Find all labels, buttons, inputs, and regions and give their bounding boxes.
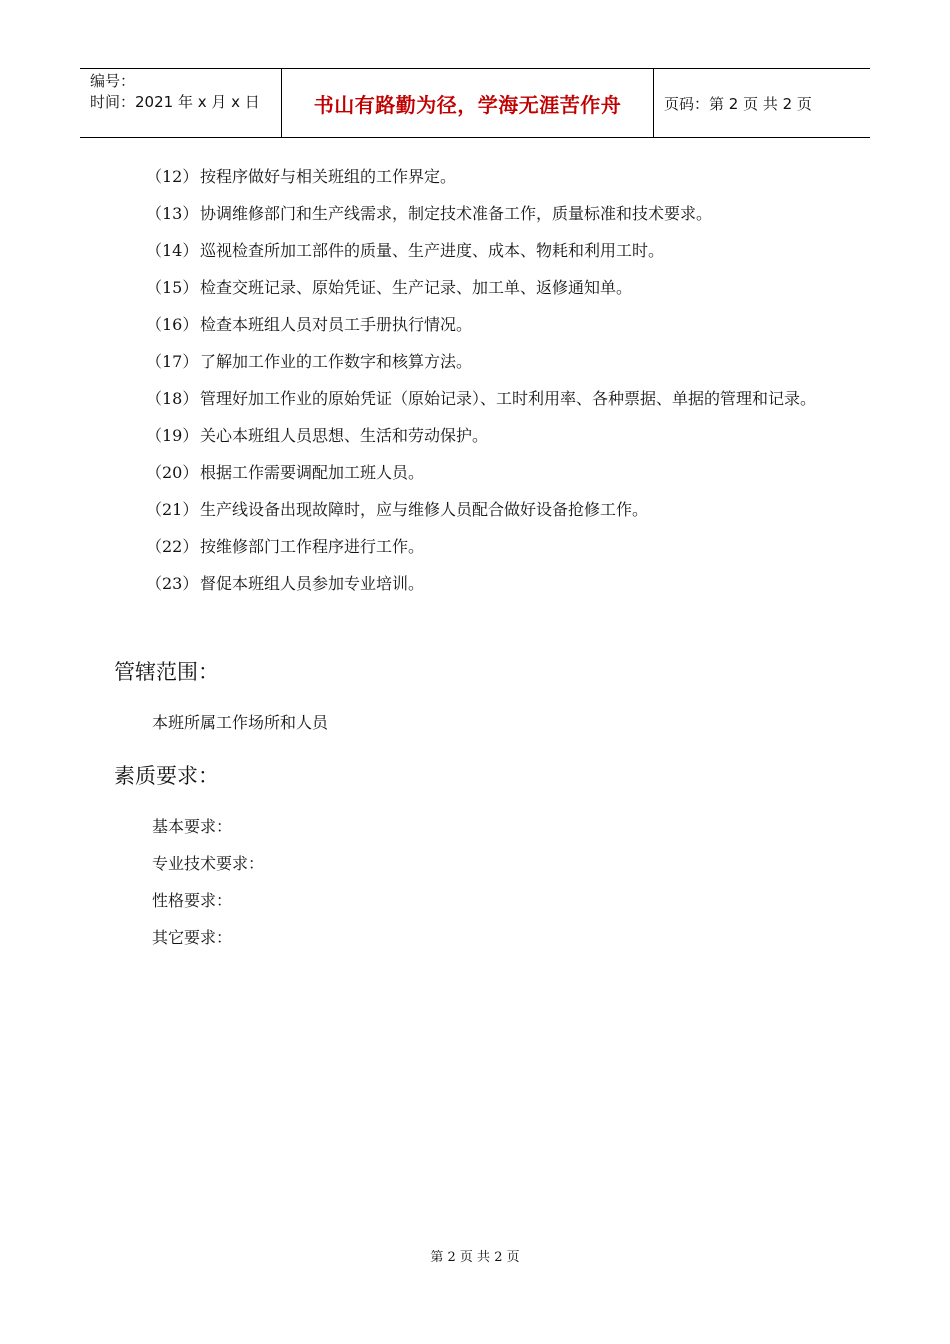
list-item: [146, 380, 846, 417]
duty-list: [146, 158, 846, 602]
scope-text: 本班所属工作场所和人员: [152, 713, 329, 732]
list-item: [146, 269, 846, 306]
list-item: [146, 565, 846, 602]
item-number: （13）: [146, 204, 199, 223]
item-number: （17）: [146, 352, 199, 371]
page-header: [80, 68, 870, 138]
item-text: 生产线设备出现故障时，应与维修人员配合做好设备抢修工作。: [200, 500, 649, 519]
item-text: 按程序做好与相关班组的工作界定。: [200, 167, 457, 186]
header-info-cell: [80, 69, 282, 137]
list-item: [146, 306, 846, 343]
list-item: [146, 491, 846, 528]
item-text: 按维修部门工作程序进行工作。: [200, 537, 425, 556]
quality-basic: 基本要求：: [152, 817, 233, 836]
header-number: 编号：: [90, 72, 136, 90]
scope-heading: 管辖范围：: [114, 660, 219, 684]
list-item: [146, 454, 846, 491]
header-page-number: 页码：第 2 页 共 2 页: [664, 94, 812, 113]
item-text: 关心本班组人员思想、生活和劳动保护。: [200, 426, 489, 445]
item-text: 检查交班记录、原始凭证、生产记录、加工单、返修通知单。: [200, 278, 633, 297]
header-motto-cell: [282, 69, 654, 137]
list-item: [146, 528, 846, 565]
item-text: 巡视检查所加工部件的质量、生产进度、成本、物耗和利用工时。: [200, 241, 665, 260]
list-item: [146, 158, 846, 195]
item-number: （15）: [146, 278, 199, 297]
quality-heading: 素质要求：: [114, 764, 219, 788]
header-motto: 书山有路勤为径，学海无涯苦作舟: [313, 92, 622, 117]
item-number: （21）: [146, 500, 199, 519]
item-text: 管理好加工作业的原始凭证（原始记录）、工时利用率、各种票据、单据的管理和记录。: [200, 389, 817, 408]
quality-other: 其它要求：: [152, 928, 233, 947]
quality-professional: 专业技术要求：: [152, 854, 265, 873]
item-number: （20）: [146, 463, 199, 482]
item-number: （18）: [146, 389, 199, 408]
header-page-cell: [654, 69, 870, 137]
item-text: 根据工作需要调配加工班人员。: [200, 463, 425, 482]
item-number: （16）: [146, 315, 199, 334]
quality-personality: 性格要求：: [152, 891, 233, 910]
list-item: [146, 232, 846, 269]
item-text: 检查本班组人员对员工手册执行情况。: [200, 315, 473, 334]
item-number: （23）: [146, 574, 199, 593]
item-number: （14）: [146, 241, 199, 260]
item-number: （19）: [146, 426, 199, 445]
list-item: [146, 195, 846, 232]
item-text: 协调维修部门和生产线需求，制定技术准备工作，质量标准和技术要求。: [200, 204, 713, 223]
header-time: 时间：2021 年 x 月 x 日: [90, 93, 260, 111]
list-item: [146, 417, 846, 454]
item-text: 了解加工作业的工作数字和核算方法。: [200, 352, 473, 371]
item-number: （12）: [146, 167, 199, 186]
page-footer: 第 2 页 共 2 页: [430, 1250, 520, 1265]
item-number: （22）: [146, 537, 199, 556]
list-item: [146, 343, 846, 380]
item-text: 督促本班组人员参加专业培训。: [200, 574, 425, 593]
